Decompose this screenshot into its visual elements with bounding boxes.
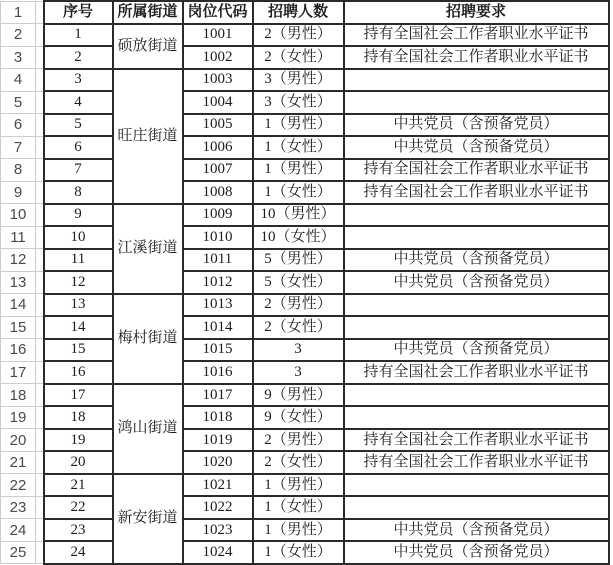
row-number[interactable]: 2 [1,24,36,47]
row-number[interactable]: 25 [1,541,36,564]
req-cell[interactable] [344,496,609,519]
row-number[interactable]: 5 [1,91,36,114]
sheet-margin [609,451,613,474]
code-cell[interactable]: 1014 [183,316,253,339]
table-row [1,339,613,362]
spacer-cell [36,24,44,47]
sheet-margin [609,316,613,339]
sheet-margin [609,294,613,317]
spacer-cell [36,541,44,564]
req-cell[interactable]: 中共党员（含预备党员） [344,339,609,362]
code-cell[interactable]: 1006 [183,136,253,159]
code-cell[interactable]: 1015 [183,339,253,362]
seq-cell[interactable]: 4 [44,91,113,114]
spacer-cell [36,361,44,384]
count-cell[interactable]: 2（女性） [253,451,344,474]
sheet-margin [609,384,613,407]
sheet-margin [609,496,613,519]
count-cell[interactable]: 5（男性） [253,249,344,272]
table-row [1,294,613,317]
sheet-margin [609,339,613,362]
count-cell[interactable]: 2（女性） [253,46,344,69]
spacer-cell [36,271,44,294]
seq-cell[interactable]: 22 [44,496,113,519]
count-cell[interactable]: 9（男性） [253,384,344,407]
count-cell[interactable]: 1（女性） [253,496,344,519]
table-row [1,114,613,137]
req-cell[interactable] [344,294,609,317]
table-row [1,136,613,159]
table-row [1,249,613,272]
count-cell[interactable]: 1（男性） [253,519,344,542]
code-cell[interactable]: 1022 [183,496,253,519]
row-number[interactable]: 14 [1,294,36,317]
table-row [1,316,613,339]
count-cell[interactable]: 1（女性） [253,541,344,564]
seq-cell[interactable]: 17 [44,384,113,407]
table-row [1,519,613,542]
code-cell[interactable]: 1010 [183,226,253,249]
req-cell[interactable]: 中共党员（含预备党员） [344,271,609,294]
req-cell[interactable]: 持有全国社会工作者职业水平证书 [344,24,609,47]
code-cell[interactable]: 1001 [183,24,253,47]
spacer-cell [36,226,44,249]
code-cell[interactable]: 1018 [183,406,253,429]
req-cell[interactable] [344,69,609,92]
table-row [1,91,613,114]
code-cell[interactable]: 1008 [183,181,253,204]
column-header-req[interactable]: 招聘要求 [344,1,609,24]
seq-cell[interactable]: 12 [44,271,113,294]
count-cell[interactable]: 2（男性） [253,24,344,47]
row-number[interactable]: 4 [1,69,36,92]
seq-cell[interactable]: 3 [44,69,113,92]
seq-cell[interactable]: 8 [44,181,113,204]
table-row [1,204,613,227]
sheet-margin [609,429,613,452]
seq-cell[interactable]: 14 [44,316,113,339]
sheet-margin [609,541,613,564]
code-cell[interactable]: 1021 [183,474,253,497]
count-cell[interactable]: 2（男性） [253,294,344,317]
street-cell[interactable]: 旺庄街道 [113,69,183,204]
table-row [1,69,613,92]
seq-cell[interactable]: 15 [44,339,113,362]
spacer-cell [36,1,44,24]
row-number[interactable]: 7 [1,136,36,159]
row-number[interactable]: 17 [1,361,36,384]
row-number[interactable]: 18 [1,384,36,407]
seq-cell[interactable]: 20 [44,451,113,474]
spacer-cell [36,519,44,542]
code-cell[interactable]: 1023 [183,519,253,542]
spacer-cell [36,46,44,69]
sheet-margin [609,136,613,159]
spacer-cell [36,474,44,497]
street-cell[interactable]: 硕放街道 [113,24,183,69]
count-cell[interactable]: 3（女性） [253,91,344,114]
row-number[interactable]: 22 [1,474,36,497]
count-cell[interactable]: 10（女性） [253,226,344,249]
sheet-margin [609,474,613,497]
code-cell[interactable]: 1012 [183,271,253,294]
spacer-cell [36,159,44,182]
sheet-margin [609,519,613,542]
seq-cell[interactable]: 10 [44,226,113,249]
seq-cell[interactable]: 24 [44,541,113,564]
code-cell[interactable]: 1004 [183,91,253,114]
code-cell[interactable]: 1005 [183,114,253,137]
sheet-margin [609,91,613,114]
req-cell[interactable]: 持有全国社会工作者职业水平证书 [344,46,609,69]
spacer-cell [36,496,44,519]
header-row [1,1,613,24]
row-number[interactable]: 9 [1,181,36,204]
table-row [1,474,613,497]
count-cell[interactable]: 1（女性） [253,136,344,159]
code-cell[interactable]: 1017 [183,384,253,407]
street-cell[interactable]: 新安街道 [113,474,183,564]
count-cell[interactable]: 5（女性） [253,271,344,294]
spacer-cell [36,384,44,407]
table-row [1,24,613,47]
table-row [1,496,613,519]
seq-cell[interactable]: 18 [44,406,113,429]
seq-cell[interactable]: 5 [44,114,113,137]
req-cell[interactable]: 中共党员（含预备党员） [344,519,609,542]
req-cell[interactable] [344,406,609,429]
spacer-cell [36,69,44,92]
spacer-cell [36,136,44,159]
seq-cell[interactable]: 16 [44,361,113,384]
spacer-cell [36,406,44,429]
column-header-code[interactable]: 岗位代码 [183,1,253,24]
row-number[interactable]: 12 [1,249,36,272]
row-number[interactable]: 11 [1,226,36,249]
req-cell[interactable] [344,91,609,114]
spacer-cell [36,429,44,452]
table-row [1,384,613,407]
code-cell[interactable]: 1020 [183,451,253,474]
sheet-margin [609,159,613,182]
req-cell[interactable]: 中共党员（含预备党员） [344,249,609,272]
req-cell[interactable]: 持有全国社会工作者职业水平证书 [344,429,609,452]
req-cell[interactable]: 中共党员（含预备党员） [344,541,609,564]
sheet-margin [609,271,613,294]
seq-cell[interactable]: 6 [44,136,113,159]
sheet-margin [609,181,613,204]
row-number[interactable]: 3 [1,46,36,69]
table-row [1,226,613,249]
seq-cell[interactable]: 2 [44,46,113,69]
spacer-cell [36,91,44,114]
row-number[interactable]: 19 [1,406,36,429]
table-row [1,541,613,564]
row-number[interactable]: 13 [1,271,36,294]
req-cell[interactable]: 持有全国社会工作者职业水平证书 [344,159,609,182]
street-cell[interactable]: 江溪街道 [113,204,183,294]
table-row [1,429,613,452]
column-header-seq[interactable]: 序号 [44,1,113,24]
seq-cell[interactable]: 13 [44,294,113,317]
row-number[interactable]: 21 [1,451,36,474]
count-cell[interactable]: 3 [253,361,344,384]
row-number[interactable]: 10 [1,204,36,227]
count-cell[interactable]: 2（女性） [253,316,344,339]
code-cell[interactable]: 1009 [183,204,253,227]
req-cell[interactable]: 持有全国社会工作者职业水平证书 [344,451,609,474]
req-cell[interactable]: 中共党员（含预备党员） [344,114,609,137]
count-cell[interactable]: 1（男性） [253,114,344,137]
spacer-cell [36,316,44,339]
table-row [1,46,613,69]
req-cell[interactable]: 持有全国社会工作者职业水平证书 [344,181,609,204]
req-cell[interactable] [344,316,609,339]
seq-cell[interactable]: 1 [44,24,113,47]
count-cell[interactable]: 1（男性） [253,159,344,182]
table-row [1,181,613,204]
req-cell[interactable] [344,474,609,497]
spacer-cell [36,339,44,362]
code-cell[interactable]: 1016 [183,361,253,384]
sheet-margin [609,114,613,137]
count-cell[interactable]: 3 [253,339,344,362]
code-cell[interactable]: 1002 [183,46,253,69]
sheet-margin [609,249,613,272]
count-cell[interactable]: 9（女性） [253,406,344,429]
table-row [1,451,613,474]
column-header-street[interactable]: 所属街道 [113,1,183,24]
spacer-cell [36,451,44,474]
code-cell[interactable]: 1011 [183,249,253,272]
sheet-margin [609,24,613,47]
street-cell[interactable]: 鸿山街道 [113,384,183,474]
table-row [1,271,613,294]
count-cell[interactable]: 2（男性） [253,429,344,452]
sheet-margin [609,69,613,92]
req-cell[interactable] [344,384,609,407]
seq-cell[interactable]: 21 [44,474,113,497]
count-cell[interactable]: 1（男性） [253,474,344,497]
code-cell[interactable]: 1019 [183,429,253,452]
table-body [1,24,613,564]
sheet-margin [609,1,613,24]
code-cell[interactable]: 1024 [183,541,253,564]
spacer-cell [36,249,44,272]
row-number[interactable]: 20 [1,429,36,452]
seq-cell[interactable]: 23 [44,519,113,542]
spacer-cell [36,294,44,317]
seq-cell[interactable]: 19 [44,429,113,452]
row-number[interactable]: 15 [1,316,36,339]
row-number[interactable]: 8 [1,159,36,182]
table-row [1,361,613,384]
seq-cell[interactable]: 7 [44,159,113,182]
req-cell[interactable]: 中共党员（含预备党员） [344,136,609,159]
sheet-margin [609,46,613,69]
count-cell[interactable]: 10（男性） [253,204,344,227]
spacer-cell [36,204,44,227]
req-cell[interactable] [344,226,609,249]
table-row [1,406,613,429]
street-cell[interactable]: 梅村街道 [113,294,183,384]
row-number[interactable]: 23 [1,496,36,519]
row-number[interactable]: 16 [1,339,36,362]
seq-cell[interactable]: 9 [44,204,113,227]
count-cell[interactable]: 3（男性） [253,69,344,92]
sheet-margin [609,406,613,429]
column-header-count[interactable]: 招聘人数 [253,1,344,24]
sheet-margin [609,204,613,227]
sheet-margin [609,361,613,384]
code-cell[interactable]: 1013 [183,294,253,317]
code-cell[interactable]: 1007 [183,159,253,182]
table-row [1,159,613,182]
req-cell[interactable]: 持有全国社会工作者职业水平证书 [344,361,609,384]
req-cell[interactable] [344,204,609,227]
row-number[interactable]: 6 [1,114,36,137]
count-cell[interactable]: 1（女性） [253,181,344,204]
sheet-margin [609,226,613,249]
code-cell[interactable]: 1003 [183,69,253,92]
spacer-cell [36,114,44,137]
row-number[interactable]: 1 [1,1,36,24]
spacer-cell [36,181,44,204]
row-number[interactable]: 24 [1,519,36,542]
seq-cell[interactable]: 11 [44,249,113,272]
